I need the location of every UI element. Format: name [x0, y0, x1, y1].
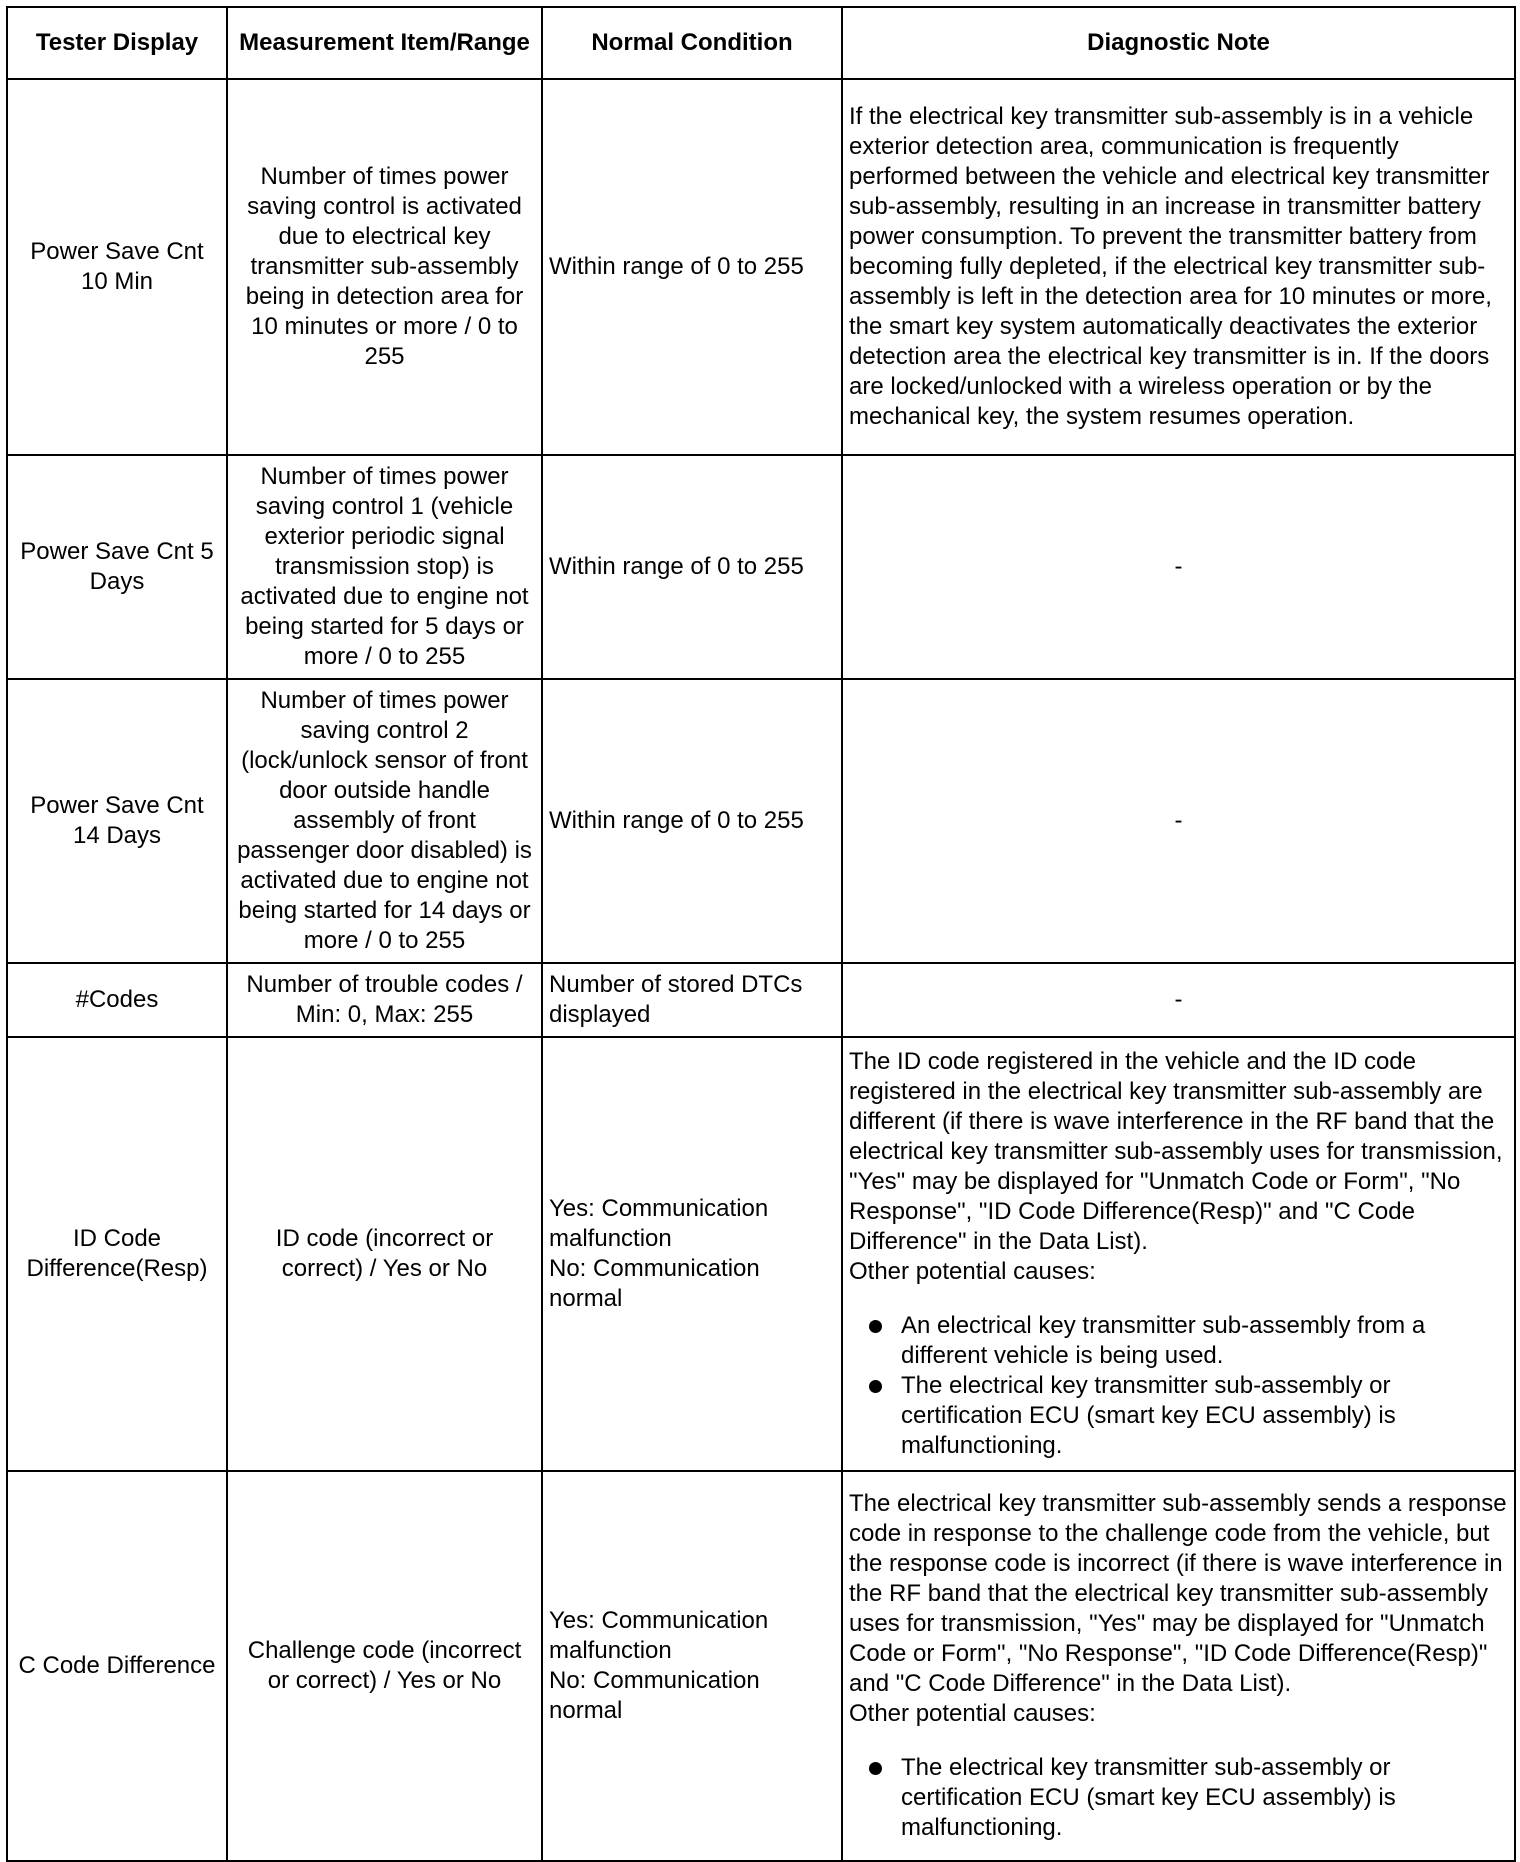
list-item-text: The electrical key transmitter sub-assembly or certification ECU (smart key ECU assembly) is malfunctioning.	[901, 1754, 1396, 1841]
diagnostic-note-cell	[842, 1037, 1515, 1471]
diagnostic-note-text: The ID code registered in the vehicle and the ID code registered in the electrical key transmitter sub-assembly are different (if there is wave interference in the RF band that the electrical key transmitter sub-assembly uses for transmission, "Yes" may be displayed for "Unmatch Code or Form", "No Response", "ID Code Difference(Resp)" and "C Code Difference" in the Data List).	[849, 1048, 1503, 1255]
diagnostic-note-cell	[842, 1471, 1515, 1861]
normal-condition-cell	[542, 1037, 842, 1471]
normal-condition-cell: Within range of 0 to 255	[542, 79, 842, 455]
other-causes-list	[849, 1753, 1508, 1843]
normal-condition-cell	[542, 1471, 842, 1861]
header-diagnostic-note: Diagnostic Note	[842, 7, 1515, 79]
bullet-icon	[869, 1762, 882, 1775]
normal-condition-no: No: Communication normal	[549, 1667, 760, 1724]
tester-display-cell: #Codes	[7, 963, 227, 1037]
tester-display-cell: Power Save Cnt 14 Days	[7, 679, 227, 963]
table-row	[7, 679, 1515, 963]
data-list-table	[6, 6, 1516, 1862]
diagnostic-note-cell: -	[842, 455, 1515, 679]
normal-condition-no: No: Communication normal	[549, 1255, 760, 1312]
measurement-cell: Number of times power saving control is activated due to electrical key transmitter sub-assembly being in detection area for 10 minutes or more / 0 to 255	[227, 79, 542, 455]
header-tester-display: Tester Display	[7, 7, 227, 79]
tester-display-cell: ID Code Difference(Resp)	[7, 1037, 227, 1471]
tester-display-cell: C Code Difference	[7, 1471, 227, 1861]
other-causes-label: Other potential causes:	[849, 1258, 1096, 1285]
measurement-cell: Number of trouble codes / Min: 0, Max: 255	[227, 963, 542, 1037]
header-measurement-item-range: Measurement Item/Range	[227, 7, 542, 79]
tester-display-cell: Power Save Cnt 5 Days	[7, 455, 227, 679]
list-item	[849, 1311, 1508, 1371]
list-item-text: An electrical key transmitter sub-assembly from a different vehicle is being used.	[901, 1312, 1426, 1369]
normal-condition-cell: Within range of 0 to 255	[542, 679, 842, 963]
measurement-cell: Number of times power saving control 2 (lock/unlock sensor of front door outside handle assembly of front passenger door disabled) is activated due to engine not being started for 14 days or more / 0 to 255	[227, 679, 542, 963]
bullet-icon	[869, 1320, 882, 1333]
diagnostic-note-cell: -	[842, 963, 1515, 1037]
list-item	[849, 1753, 1508, 1843]
diagnostic-note-cell: If the electrical key transmitter sub-assembly is in a vehicle exterior detection area, communication is frequently performed between the vehicle and electrical key transmitter sub-assembly, resulting in an increase in transmitter battery power consumption. To prevent the transmitter battery from becoming fully depleted, if the electrical key transmitter sub-assembly is left in the detection area for 10 minutes or more, the smart key system automatically deactivates the exterior detection area the electrical key transmitter is in. If the doors are locked/unlocked with a wireless operation or by the mechanical key, the system resumes operation.	[842, 79, 1515, 455]
other-causes-list	[849, 1311, 1508, 1461]
measurement-cell: Number of times power saving control 1 (vehicle exterior periodic signal transmission stop) is activated due to engine not being started for 5 days or more / 0 to 255	[227, 455, 542, 679]
normal-condition-cell: Number of stored DTCs displayed	[542, 963, 842, 1037]
header-normal-condition: Normal Condition	[542, 7, 842, 79]
normal-condition-yes: Yes: Communication malfunction	[549, 1195, 769, 1252]
normal-condition-cell: Within range of 0 to 255	[542, 455, 842, 679]
table-row	[7, 1471, 1515, 1861]
table-row	[7, 79, 1515, 455]
table-row	[7, 963, 1515, 1037]
table-row	[7, 1037, 1515, 1471]
normal-condition-yes: Yes: Communication malfunction	[549, 1607, 769, 1664]
list-item	[849, 1371, 1508, 1461]
diagnostic-note-text: The electrical key transmitter sub-assembly sends a response code in response to the challenge code from the vehicle, but the response code is incorrect (if there is wave interference in the RF band that the electrical key transmitter sub-assembly uses for transmission, "Yes" may be displayed for "Unmatch Code or Form", "No Response", "ID Code Difference(Resp)" and "C Code Difference" in the Data List).	[849, 1490, 1507, 1697]
bullet-icon	[869, 1380, 882, 1393]
measurement-cell: ID code (incorrect or correct) / Yes or No	[227, 1037, 542, 1471]
diagnostic-note-cell: -	[842, 679, 1515, 963]
measurement-cell: Challenge code (incorrect or correct) / Yes or No	[227, 1471, 542, 1861]
header-row	[7, 7, 1515, 79]
other-causes-label: Other potential causes:	[849, 1700, 1096, 1727]
table-row	[7, 455, 1515, 679]
tester-display-cell: Power Save Cnt 10 Min	[7, 79, 227, 455]
list-item-text: The electrical key transmitter sub-assembly or certification ECU (smart key ECU assembly) is malfunctioning.	[901, 1372, 1396, 1459]
